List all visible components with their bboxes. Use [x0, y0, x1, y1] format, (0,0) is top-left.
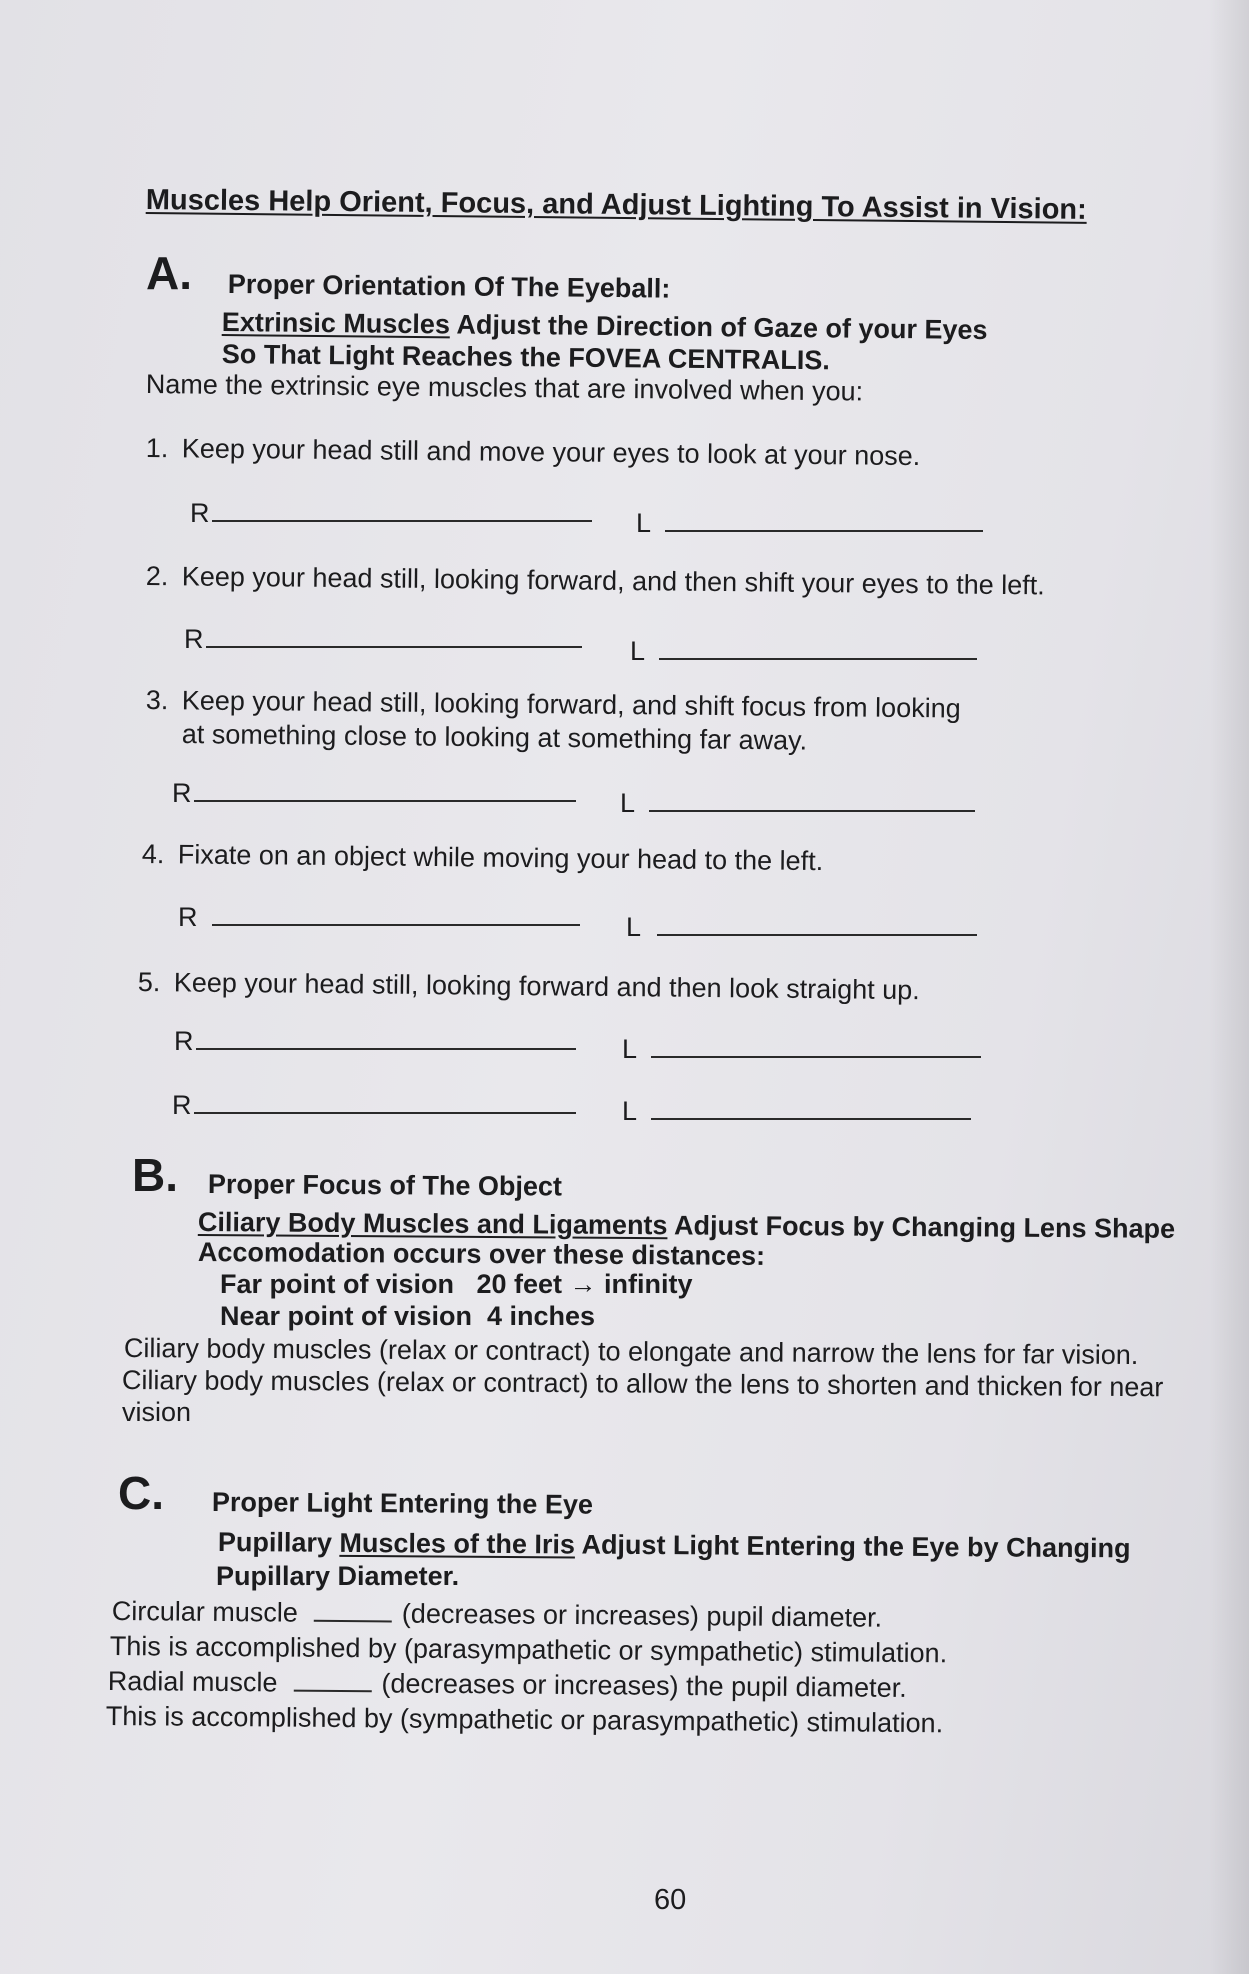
extrinsic-muscles-phrase: Extrinsic Muscles [221, 306, 451, 340]
section-b-line2: Accomodation occurs over these distances: [197, 1237, 766, 1271]
answer-row-1 [190, 496, 592, 529]
section-c-line1 [218, 1526, 1131, 1564]
section-c-letter: C. [118, 1467, 164, 1519]
page-shadow [1209, 0, 1249, 1974]
ciliary-body-phrase: Ciliary Body Muscles and Ligaments [197, 1207, 668, 1241]
circular-muscle-label: Circular muscle [111, 1595, 299, 1628]
question-number: 3. [145, 684, 169, 716]
left-label: L [630, 636, 646, 666]
right-answer-blank[interactable] [194, 1088, 576, 1114]
section-a-heading: Proper Orientation Of The Eyeball: [227, 268, 671, 304]
page-title: Muscles Help Orient, Focus, and Adjust Lighting To Assist in Vision: [145, 184, 1087, 226]
question-number: 2. [145, 560, 169, 592]
right-label: R [178, 902, 198, 932]
circular-stimulation-line: This is accomplished by (parasympathetic or sympathetic) stimulation. [109, 1631, 948, 1669]
left-answer-blank[interactable] [651, 1032, 981, 1058]
left-label: L [622, 1096, 638, 1126]
left-answer-blank[interactable] [649, 786, 975, 812]
answer-row-5b [172, 1088, 576, 1121]
question-5 [138, 966, 920, 1006]
far-point: Far point of vision 20 feet → infinity [220, 1269, 693, 1299]
circular-muscle-blank[interactable] [314, 1596, 392, 1623]
question-text: Keep your head still, looking forward, and shift focus from looking [181, 685, 961, 724]
near-point: Near point of vision 4 inches [220, 1301, 596, 1331]
question-text: Keep your head still, looking forward, and then shift your eyes to the left. [181, 561, 1045, 601]
question-3-cont: at something close to looking at something far away. [181, 718, 808, 756]
answer-row-5a [174, 1024, 576, 1057]
answer-row-5b-left [622, 1094, 971, 1127]
answer-row-4-left [626, 910, 977, 943]
answer-row-4 [178, 900, 580, 933]
near-vision-text: Ciliary body muscles (relax or contract) to allow the lens to shorten and thicken for near [121, 1365, 1164, 1403]
left-label: L [626, 912, 642, 942]
radial-muscle-line [108, 1664, 907, 1704]
near-vision-text-cont: vision [122, 1397, 192, 1427]
question-text: Keep your head still and move your eyes to look at your nose. [181, 433, 921, 472]
section-c-line2: Pupillary Diameter. [216, 1561, 460, 1591]
section-a-line2: So That Light Reaches the FOVEA CENTRALIS. [221, 338, 831, 376]
answer-row-3-left [620, 786, 975, 819]
right-answer-blank[interactable] [206, 622, 582, 648]
right-answer-blank[interactable] [212, 900, 580, 926]
right-answer-blank[interactable] [196, 1024, 576, 1050]
question-2 [146, 560, 1045, 601]
question-text: Fixate on an object while moving your head to the left. [177, 839, 824, 877]
question-1 [146, 432, 921, 472]
left-label: L [620, 788, 636, 818]
question-number: 1. [145, 432, 169, 464]
circular-muscle-line [112, 1594, 883, 1634]
section-c-line1-rest: Adjust Light Entering the Eye by Changing [574, 1529, 1131, 1564]
page-number: 60 [654, 1884, 687, 1916]
left-answer-blank[interactable] [657, 910, 977, 936]
radial-muscle-blank[interactable] [293, 1666, 371, 1693]
section-c-prefix: Pupillary [217, 1527, 340, 1558]
right-answer-blank[interactable] [194, 776, 576, 802]
section-b-letter: B. [132, 1149, 178, 1201]
circular-muscle-rest: (decreases or increases) pupil diameter. [401, 1598, 883, 1633]
left-answer-blank[interactable] [651, 1094, 971, 1120]
left-label: L [622, 1034, 638, 1064]
left-answer-blank[interactable] [665, 506, 983, 532]
answer-row-5a-left [622, 1032, 981, 1065]
left-answer-blank[interactable] [659, 634, 977, 660]
section-a-line1-rest: Adjust the Direction of Gaze of your Eyes [449, 309, 988, 346]
right-label: R [172, 778, 192, 808]
question-4 [142, 838, 824, 877]
question-number: 4. [141, 838, 165, 870]
far-vision-text: Ciliary body muscles (relax or contract) to elongate and narrow the lens for far vision. [123, 1333, 1139, 1371]
iris-muscles-phrase: Muscles of the Iris [339, 1527, 576, 1560]
question-text: Keep your head still, looking forward and then look straight up. [173, 967, 920, 1006]
radial-muscle-label: Radial muscle [107, 1665, 278, 1698]
answer-row-2-left [630, 634, 977, 667]
left-label: L [636, 508, 652, 538]
section-b-heading: Proper Focus of The Object [207, 1169, 563, 1202]
section-a-instruction: Name the extrinsic eye muscles that are involved when you: [145, 368, 864, 407]
section-c-heading: Proper Light Entering the Eye [211, 1487, 594, 1520]
section-a-letter: A. [146, 247, 192, 299]
right-label: R [190, 498, 210, 528]
right-label: R [174, 1026, 194, 1056]
question-number: 5. [137, 966, 161, 998]
answer-row-3 [172, 776, 576, 809]
answer-row-1-left [636, 506, 983, 539]
radial-stimulation-line: This is accomplished by (sympathetic or parasympathetic) stimulation. [105, 1701, 944, 1739]
section-b-line1-rest: Adjust Focus by Changing Lens Shape [667, 1210, 1176, 1244]
answer-row-2 [184, 622, 582, 655]
right-label: R [184, 624, 204, 654]
radial-muscle-rest: (decreases or increases) the pupil diameter. [381, 1668, 907, 1703]
right-label: R [172, 1090, 192, 1120]
right-answer-blank[interactable] [212, 496, 592, 522]
